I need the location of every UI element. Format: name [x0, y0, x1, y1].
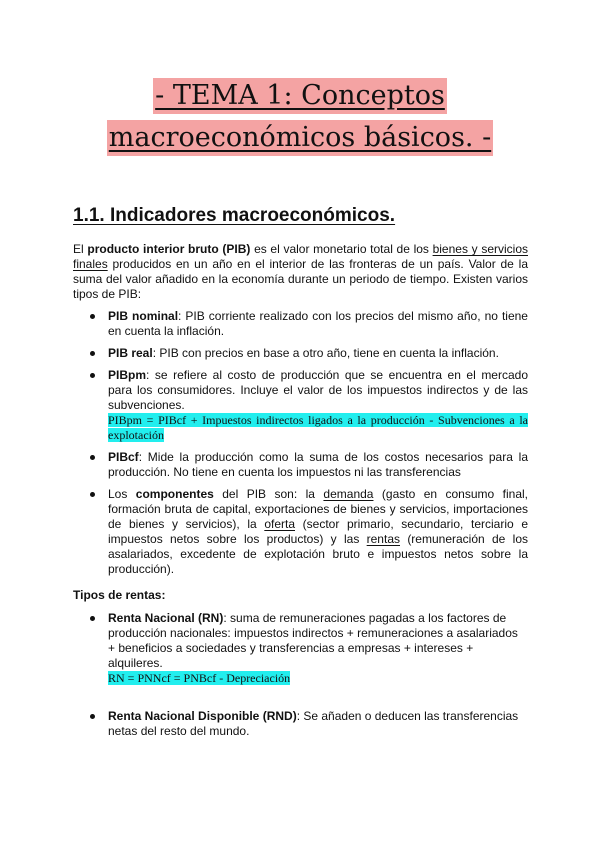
- pib-types-list: [73, 309, 528, 577]
- intro-paragraph: El producto interior bruto (PIB) es el valor monetario total de los bienes y servicios finales producidos en un año en el interior de las fronteras de un país. Valor de la suma del valor añadido en la economía durante un periodo de tiempo. Existen varios tipos de PIB:: [73, 242, 528, 301]
- rentas-heading: Tipos de rentas:: [73, 588, 166, 602]
- list-item: PIBcf: Mide la producción como la suma de los costos necesarios para la producción. No tiene en cuenta los impuestos ni las transferencias: [73, 450, 528, 480]
- list-item: PIB real: PIB con precios en base a otro año, tiene en cuenta la inflación.: [73, 346, 528, 361]
- list-item-components: Los componentes del PIB son: la demanda (gasto en consumo final, formación bruta de capital, exportaciones de bienes y servicios, importaciones de bienes y servicios), la oferta (sector primario, secundario, terciario e impuestos netos sobre los productos) y las rentas (remuneración de los asalariados, excedente de explotación bruto e impuestos netos sobre la producción).: [73, 487, 528, 577]
- title-line-2: macroeconómicos básicos. -: [107, 120, 493, 156]
- list-item: Renta Nacional (RN): suma de remuneraciones pagadas a los factores de producción nacionales: impuestos indirectos + remuneraciones a asalariados + beneficios a sociedades y transferencias a empresas + intereses + alquileres. RN = PNNcf = PNBcf - Depreciación: [73, 611, 528, 686]
- pib-term: producto interior bruto (PIB): [87, 242, 251, 256]
- document-title: [0, 78, 600, 156]
- list-item: Renta Nacional Disponible (RND): Se añaden o deducen las transferencias netas del resto del mundo.: [73, 709, 528, 739]
- document-body: [73, 242, 528, 739]
- list-item: PIBpm: se refiere al costo de producción que se encuentra en el mercado para los consumidores. Incluye el valor de los impuestos indirectos y de las subvenciones. PIBpm = PIBcf + Impuestos indirectos ligados a la producción - Subvenciones a la explotación: [73, 368, 528, 443]
- section-heading: 1.1. Indicadores macroeconómicos.: [73, 205, 396, 226]
- list-item: PIB nominal: PIB corriente realizado con los precios del mismo año, no tiene en cuenta la inflación.: [73, 309, 528, 339]
- pibpm-formula: PIBpm = PIBcf + Impuestos indirectos ligados a la producción - Subvenciones a la explotación: [108, 413, 528, 442]
- bienes-servicios-term: bienes y servicios finales: [73, 242, 528, 271]
- title-line-1: - TEMA 1: Conceptos: [153, 78, 447, 114]
- rentas-list: [73, 611, 528, 739]
- rn-formula: RN = PNNcf = PNBcf - Depreciación: [108, 671, 291, 685]
